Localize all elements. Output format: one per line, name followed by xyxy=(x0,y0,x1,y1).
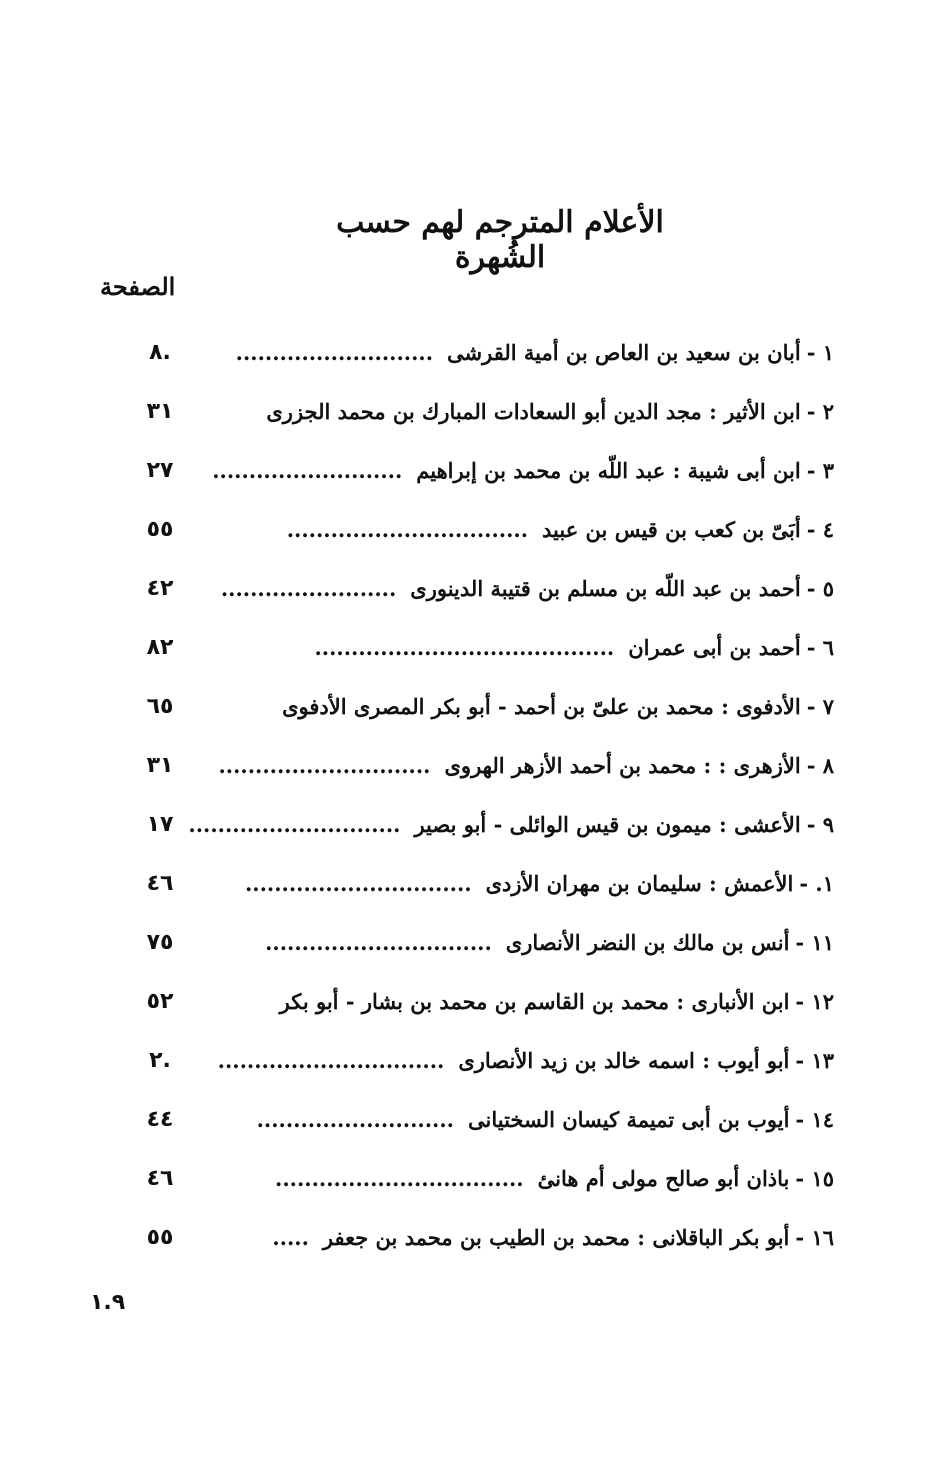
entry-page-number: ٥٥ xyxy=(146,517,174,542)
entry-text xyxy=(224,982,834,1022)
entry-number: ٩ - xyxy=(806,812,834,837)
entry-page-number: ٣١ xyxy=(146,753,174,778)
entry-text xyxy=(188,805,834,845)
entry-name: أبان بن سعيد بن العاص بن أمية القرشى xyxy=(447,340,801,365)
entry-number: ١٣ - xyxy=(795,1048,834,1073)
entry-number: ١٢ - xyxy=(795,989,834,1014)
entry-text xyxy=(224,1100,834,1140)
entry-name: الأدفوى : محمد بن علىّ بن أحمد - أبو بكر المصرى الأدفوى xyxy=(282,694,801,719)
toc-entry xyxy=(0,923,944,963)
entry-text xyxy=(224,1218,834,1258)
entry-name: أبو بكر الباقلانى : محمد بن الطيب بن محمد بن جعفر xyxy=(322,1225,790,1250)
entry-number: ٢ - xyxy=(806,399,834,424)
entry-leader-dots: .......................... xyxy=(212,458,403,483)
entry-leader-dots: ................................. xyxy=(286,517,529,542)
entry-page-number: ٤٦ xyxy=(146,871,174,896)
toc-entry xyxy=(0,746,944,786)
entry-text xyxy=(224,510,834,550)
entry-number: ١٥ - xyxy=(795,1166,834,1191)
entry-leader-dots: ........................ xyxy=(220,576,397,601)
entry-leader-dots: ........................... xyxy=(256,1107,454,1132)
toc-entry xyxy=(0,687,944,727)
toc-entry xyxy=(0,864,944,904)
entry-page-number: ٤٦ xyxy=(146,1166,174,1191)
entry-number: ٧ - xyxy=(806,694,834,719)
entry-number: ٣ - xyxy=(806,458,834,483)
toc-entry xyxy=(0,569,944,609)
entry-page-number: ٢٧ xyxy=(146,458,174,483)
entry-number: ١٤ - xyxy=(795,1107,834,1132)
toc-entry xyxy=(0,451,944,491)
entry-page-number: ٥٥ xyxy=(146,1225,174,1250)
toc-entry xyxy=(0,1159,944,1199)
entry-name: الأعشى : ميمون بن قيس الوائلى - أبو بصير xyxy=(414,812,801,837)
entry-name: الأعمش : سليمان بن مهران الأزدى xyxy=(485,871,794,896)
entry-number: ١ - xyxy=(806,340,834,365)
entry-leader-dots: ........................... xyxy=(235,340,434,365)
entry-page-number: ٣١ xyxy=(146,399,174,424)
entry-number: ٨ - xyxy=(806,753,834,778)
folio-page-number: ١.٩ xyxy=(90,1290,126,1315)
entry-text xyxy=(224,864,834,904)
toc-entry xyxy=(0,982,944,1022)
entry-text xyxy=(224,333,834,373)
entry-text xyxy=(224,923,834,963)
entry-text xyxy=(212,451,834,491)
entry-leader-dots: ......................................... xyxy=(314,635,615,660)
entry-name: أبو أيوب : اسمه خالد بن زيد الأنصارى xyxy=(458,1048,790,1073)
toc-entry xyxy=(0,1218,944,1258)
entry-page-number: ٥٢ xyxy=(146,989,174,1014)
entry-leader-dots: ............................... xyxy=(244,871,472,896)
toc-entry xyxy=(0,1041,944,1081)
entry-number: ١. - xyxy=(799,871,834,896)
entry-number: ١١ - xyxy=(795,930,834,955)
entry-page-number: ٦٥ xyxy=(146,694,174,719)
entry-name: أبَىّ بن كعب بن قيس بن عبيد xyxy=(542,517,801,542)
entry-number: ٤ - xyxy=(806,517,834,542)
entry-leader-dots: .................................. xyxy=(275,1166,524,1191)
entry-page-number: ١٧ xyxy=(146,812,174,837)
entry-text xyxy=(224,687,834,727)
toc-entry xyxy=(0,628,944,668)
entry-name: ابن الأنبارى : محمد بن القاسم بن محمد بن بشار - أبو بكر xyxy=(279,989,790,1014)
entry-name: ابن أبى شيبة : عبد اللّه بن محمد بن إبراهيم xyxy=(416,458,801,483)
toc-entry xyxy=(0,510,944,550)
entry-page-number: ٤٢ xyxy=(146,576,174,601)
page-title: الأعلام المترجم لهم حسب الشُهرة xyxy=(336,205,664,275)
toc-entry xyxy=(0,333,944,373)
entry-text xyxy=(217,1041,834,1081)
entry-name: الأزهرى : : محمد بن أحمد الأزهر الهروى xyxy=(444,753,801,778)
entry-number: ٦ - xyxy=(806,635,834,660)
entry-leader-dots: ..... xyxy=(272,1225,309,1250)
toc-entry xyxy=(0,392,944,432)
entry-number: ٥ - xyxy=(806,576,834,601)
entry-number: ١٦ - xyxy=(795,1225,834,1250)
toc-entry xyxy=(0,805,944,845)
entry-page-number: ٨. xyxy=(149,340,171,365)
entry-leader-dots: ............................. xyxy=(188,812,401,837)
page-column-header: الصفحة xyxy=(100,272,176,301)
entry-text xyxy=(220,569,834,609)
entry-name: باذان أبو صالح مولى أم هانئ xyxy=(537,1166,790,1191)
entry-leader-dots: ............................. xyxy=(218,753,431,778)
entry-name: أيوب بن أبى تميمة كيسان السختيانى xyxy=(467,1107,790,1132)
entry-page-number: ٤٤ xyxy=(146,1107,174,1132)
entry-page-number: ٧٥ xyxy=(146,930,174,955)
entry-name: ابن الأثير : مجد الدين أبو السعادات المبارك بن محمد الجزرى xyxy=(266,399,801,424)
entry-text xyxy=(224,628,834,668)
entry-text xyxy=(218,746,834,786)
entry-text xyxy=(224,1159,834,1199)
entry-page-number: ٨٢ xyxy=(146,635,174,660)
entry-leader-dots: ............................... xyxy=(265,930,492,955)
entry-name: أنس بن مالك بن النضر الأنصارى xyxy=(505,930,790,955)
entry-leader-dots: ............................... xyxy=(217,1048,445,1073)
entry-name: أحمد بن عبد اللّه بن مسلم بن قتيبة الدينورى xyxy=(410,576,801,601)
entry-text xyxy=(224,392,834,432)
toc-entry xyxy=(0,1100,944,1140)
entry-page-number: ٢. xyxy=(149,1048,171,1073)
entry-name: أحمد بن أبى عمران xyxy=(628,635,801,660)
